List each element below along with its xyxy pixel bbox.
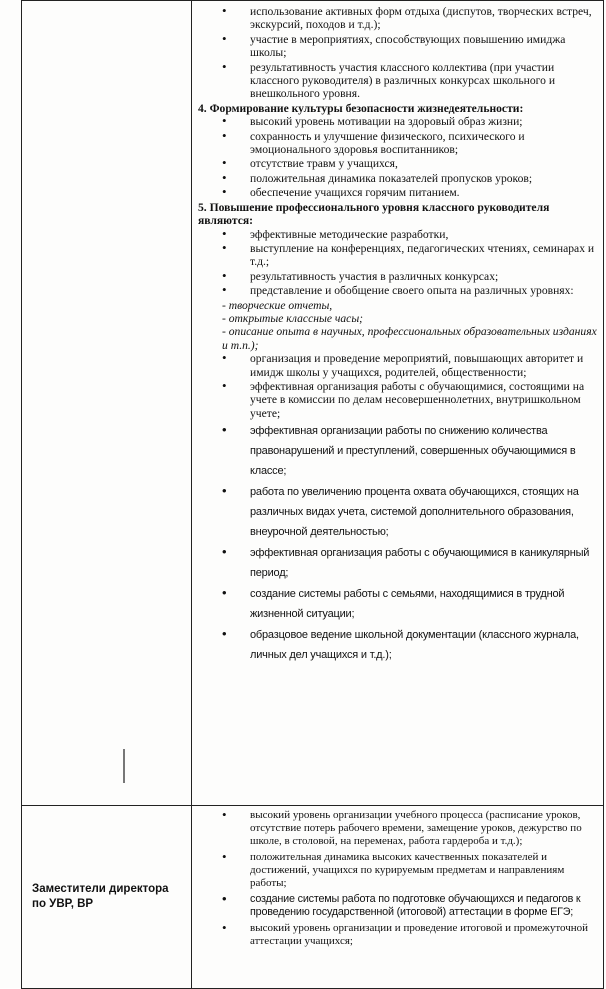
- list-item: • высокий уровень организации учебного процесса (расписание уроков, отсутствие потерь рабочего времени, замещение уроков, дежурство по школе, в столовой, на переменах, работа гардероба и т.д.);: [198, 809, 597, 848]
- criteria-cell: [192, 1, 604, 806]
- pen-mark: [123, 749, 125, 783]
- italic-subitem: - открытые классные часы;: [222, 311, 364, 325]
- list-item: • эффективные методические разработки,: [198, 228, 597, 241]
- list-item: • отсутствие травм у учащихся,: [198, 157, 597, 170]
- role-label: Заместители директора по УВР, ВР: [32, 883, 169, 910]
- list-item: • результативность участия в различных конкурсах;: [198, 270, 597, 283]
- criteria-table: [21, 0, 604, 989]
- table-row: [22, 806, 604, 989]
- section-heading: 5. Повышение профессионального уровня классного руководителя являются:: [198, 200, 550, 228]
- work-list: [198, 421, 597, 665]
- role-cell: [22, 806, 192, 989]
- deputy-list: [198, 809, 597, 948]
- list-item: • создание системы работа по подготовке обучающихся и педагогов к проведению государственной (итоговой) аттестации в форме ЕГЭ;: [198, 893, 597, 919]
- list-item: • результативность участия классного коллектива (при участии классного руководителя) в различных конкурсах школьного и внешкольного уровня.: [198, 61, 597, 101]
- list-item: • положительная динамика высоких качественных показателей и достижений, учащихся по курируемым предметам и направлениям работы;: [198, 851, 597, 890]
- professional-list: [198, 228, 597, 298]
- activity-list: [198, 352, 597, 420]
- list-item: • образцовое ведение школьной документации (классного журнала, личных дел учащихся и т.д.);: [198, 625, 597, 665]
- list-item: • сохранность и улучшение физического, психического и эмоционального здоровья воспитанников;: [198, 130, 597, 157]
- list-item: • работа по увеличению процента охвата обучающихся, стоящих на различных видах учета, системой дополнительного образования, внеурочной деятельностью;: [198, 482, 597, 542]
- intro-list: [198, 5, 597, 101]
- list-item: • создание системы работы с семьями, находящимися в трудной жизненной ситуации;: [198, 584, 597, 624]
- italic-subitem: - описание опыта в научных, профессиональных образовательных изданиях и т.п.);: [222, 325, 597, 352]
- list-item: • участие в мероприятиях, способствующих повышению имиджа школы;: [198, 33, 597, 60]
- list-item: • представление и обобщение своего опыта на различных уровнях:: [198, 284, 597, 297]
- list-item: • обеспечение учащихся горячим питанием.: [198, 186, 597, 199]
- table-row: [22, 1, 604, 806]
- criteria-cell: [192, 806, 604, 989]
- safety-list: [198, 115, 597, 199]
- list-item: • организация и проведение мероприятий, повышающих авторитет и имидж школы у учащихся, родителей, общественности;: [198, 352, 597, 379]
- role-cell-empty: [22, 1, 192, 806]
- list-item: • эффективная организации работы по снижению количества правонарушений и преступлений, совершенных обучающимися в классе;: [198, 421, 597, 481]
- list-item: • эффективная организация работы с обучающимися, состоящими на учете в комиссии по делам несовершеннолетних, внутришкольном учете;: [198, 380, 597, 420]
- italic-subitem: - творческие отчеты,: [222, 298, 333, 312]
- list-item: • использование активных форм отдыха (диспутов, творческих встреч, экскурсий, походов и т.д.);: [198, 5, 597, 32]
- list-item: • высокий уровень организации и проведение итоговой и промежуточной аттестации учащихся;: [198, 922, 597, 948]
- list-item: • высокий уровень мотивации на здоровый образ жизни;: [198, 115, 597, 128]
- section-heading: 4. Формирование культуры безопасности жизнедеятельности:: [198, 101, 524, 115]
- list-item: • выступление на конференциях, педагогических чтениях, семинарах и т.д.;: [198, 242, 597, 269]
- list-item: • положительная динамика показателей пропусков уроков;: [198, 172, 597, 185]
- list-item: • эффективная организация работы с обучающимися в каникулярный период;: [198, 543, 597, 583]
